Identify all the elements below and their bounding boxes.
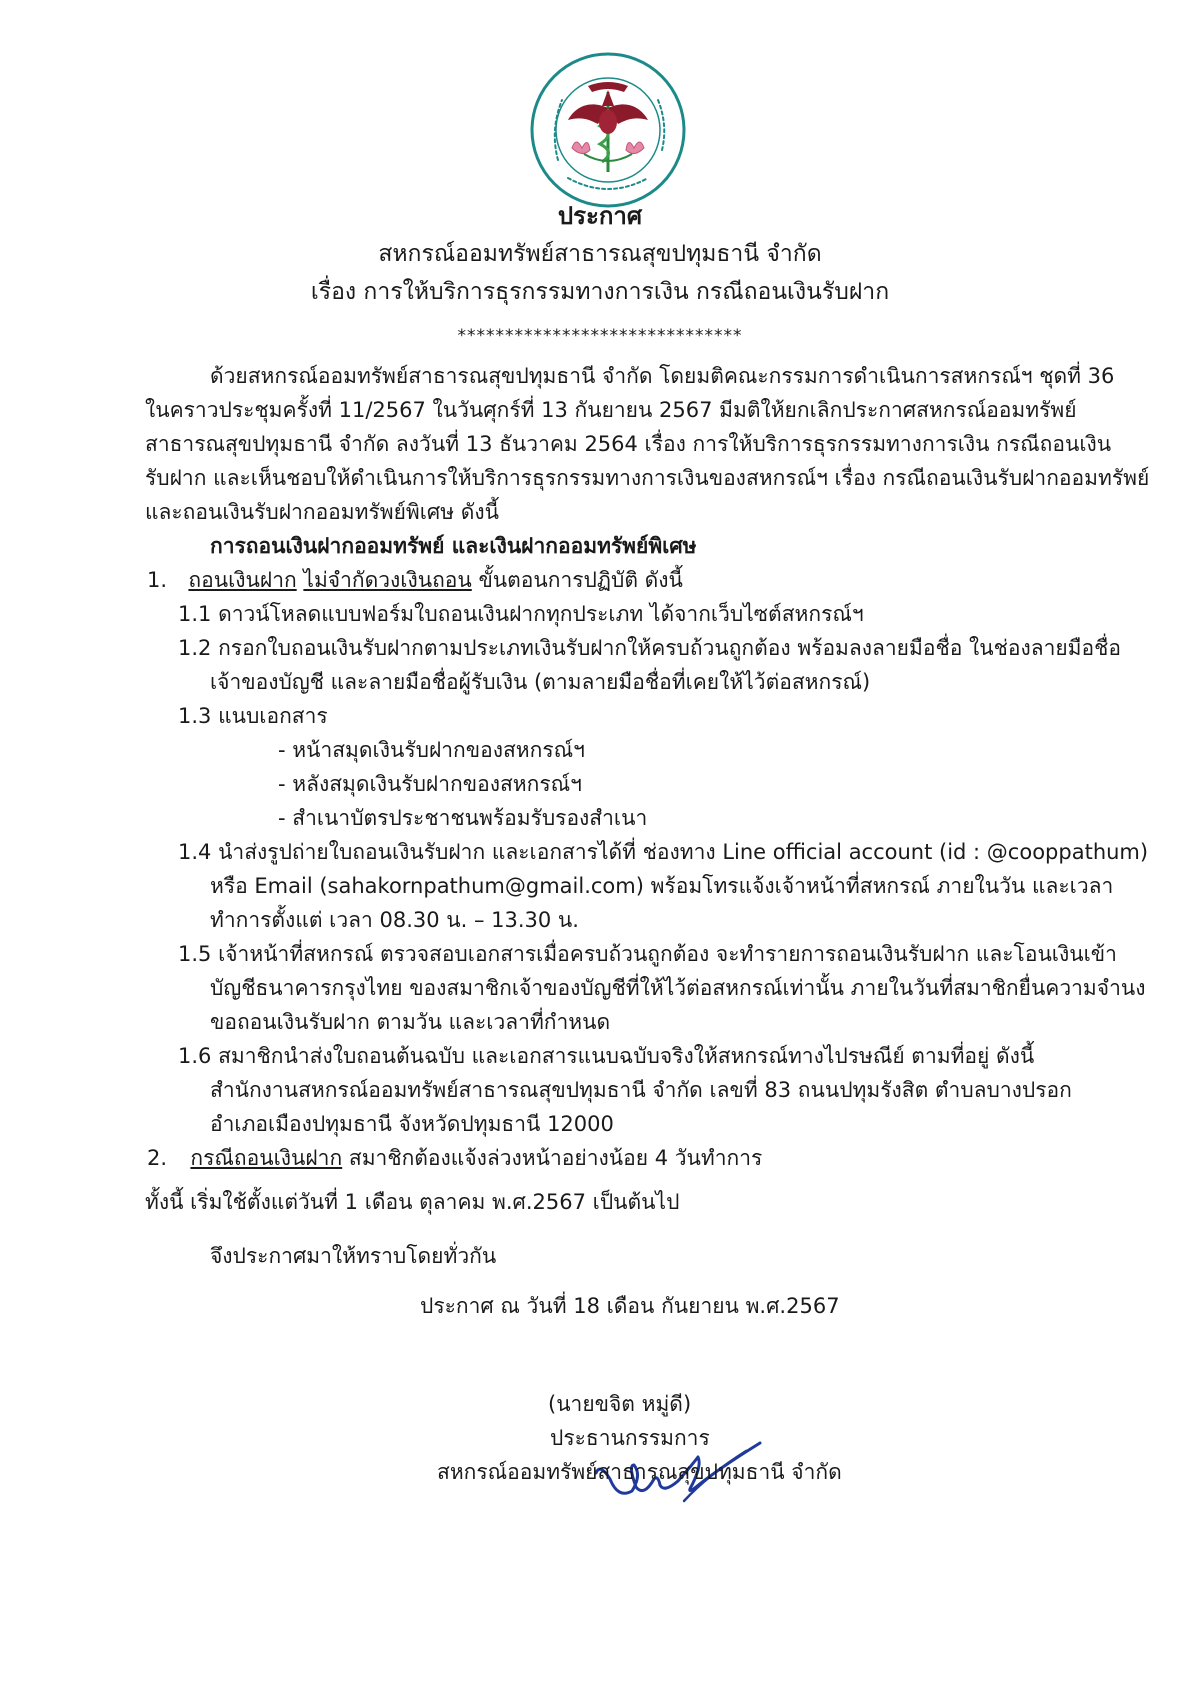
- effective-date: ทั้งนี้ เริ่มใช้ตั้งแต่วันที่ 1 เดือน ตุลาคม พ.ศ.2567 เป็นต้นไป: [145, 1190, 680, 1214]
- sub-item-1-4-line-3: ทำการตั้งแต่ เวลา 08.30 น. – 13.30 น.: [210, 908, 579, 932]
- announcement-date: ประกาศ ณ วันที่ 18 เดือน กันยายน พ.ศ.2567: [420, 1294, 840, 1318]
- sub-item-1-3: 1.3 แนบเอกสาร: [178, 704, 328, 728]
- sub-item-1-4-line-1: 1.4 นำส่งรูปถ่ายใบถอนเงินรับฝาก และเอกสารได้ที่ ช่องทาง Line official account (id : @cooppathum): [178, 840, 1149, 864]
- sub-item-1-5-line-1: 1.5 เจ้าหน้าที่สหกรณ์ ตรวจสอบเอกสารเมื่อครบถ้วนถูกต้อง จะทำรายการถอนเงินรับฝาก และโอนเงินเข้า: [178, 942, 1117, 966]
- item-2: [147, 1144, 762, 1172]
- signer-name: (นายขจิต หมู่ดี): [548, 1392, 692, 1416]
- signer-position: ประธานกรรมการ: [550, 1426, 710, 1450]
- garuda-caduceus-seal-icon: [528, 50, 688, 210]
- sub-item-1-2-line-1: 1.2 กรอกใบถอนเงินรับฝากตามประเภทเงินรับฝากให้ครบถ้วนถูกต้อง พร้อมลงลายมือชื่อ ในช่องลายมือชื่อ: [178, 636, 1122, 660]
- item-2-number: 2.: [147, 1146, 168, 1170]
- sub-item-1-1: 1.1 ดาวน์โหลดแบบฟอร์มใบถอนเงินฝากทุกประเภท ได้จากเว็บไซต์สหกรณ์ฯ: [178, 602, 864, 626]
- sub-item-1-5-line-2: บัญชีธนาคารกรุงไทย ของสมาชิกเจ้าของบัญชีที่ให้ไว้ต่อสหกรณ์เท่านั้น ภายในวันที่สมาชิกยื่นความจำนง: [210, 976, 1146, 1000]
- intro-line-4: รับฝาก และเห็นชอบให้ดำเนินการให้บริการธุรกรรมทางการเงินของสหกรณ์ฯ เรื่อง กรณีถอนเงินรับฝากออมทรัพย์: [145, 466, 1150, 490]
- intro-line-3: สาธารณสุขปทุมธานี จำกัด ลงวันที่ 13 ธันวาคม 2564 เรื่อง การให้บริการธุรกรรมทางการเงิน กรณีถอนเงิน: [145, 432, 1112, 456]
- sub-item-1-2-line-2: เจ้าของบัญชี และลายมือชื่อผู้รับเงิน (ตามลายมือชื่อที่เคยให้ไว้ต่อสหกรณ์): [210, 670, 871, 694]
- item-1-number: 1.: [147, 568, 168, 592]
- closing-statement: จึงประกาศมาให้ทราบโดยทั่วกัน: [210, 1244, 497, 1268]
- item-2-rest: สมาชิกต้องแจ้งล่วงหน้าอย่างน้อย 4 วันทำการ: [348, 1146, 763, 1170]
- attachment-item: - หน้าสมุดเงินรับฝากของสหกรณ์ฯ: [278, 738, 585, 762]
- item-1-rest: ขั้นตอนการปฏิบัติ ดังนี้: [478, 568, 683, 592]
- item-1: [147, 566, 683, 594]
- intro-line-1: ด้วยสหกรณ์ออมทรัพย์สาธารณสุขปทุมธานี จำกัด โดยมติคณะกรรมการดำเนินการสหกรณ์ฯ ชุดที่ 36: [210, 364, 1115, 388]
- item-2-label: กรณีถอนเงินฝาก: [190, 1146, 343, 1170]
- announcement-title: ประกาศ: [557, 202, 643, 230]
- sub-item-1-6-line-1: 1.6 สมาชิกนำส่งใบถอนต้นฉบับ และเอกสารแนบฉบับจริงให้สหกรณ์ทางไปรษณีย์ ตามที่อยู่ ดังนี้: [178, 1044, 1035, 1068]
- sub-item-1-6-line-3: อำเภอเมืองปทุมธานี จังหวัดปทุมธานี 12000: [210, 1112, 614, 1136]
- announcement-subject: เรื่อง การให้บริการธุรกรรมทางการเงิน กรณีถอนเงินรับฝาก: [310, 279, 890, 305]
- divider-asterisks: ******************************: [457, 326, 743, 346]
- sub-item-1-4-line-2: หรือ Email (sahakornpathum@gmail.com) พร้อมโทรแจ้งเจ้าหน้าที่สหกรณ์ ภายในวัน และเวลา: [210, 874, 1114, 898]
- organization-name: สหกรณ์ออมทรัพย์สาธารณสุขปทุมธานี จำกัด: [378, 241, 822, 267]
- sub-item-1-5-line-3: ขอถอนเงินรับฝาก ตามวัน และเวลาที่กำหนด: [210, 1010, 611, 1034]
- intro-line-2: ในคราวประชุมครั้งที่ 11/2567 ในวันศุกร์ที่ 13 กันยายน 2567 มีมติให้ยกเลิกประกาศสหกรณ์ออมทรัพย์: [145, 398, 1077, 422]
- attachment-item: - หลังสมุดเงินรับฝากของสหกรณ์ฯ: [278, 772, 582, 796]
- attachment-item: - สำเนาบัตรประชาชนพร้อมรับรองสำเนา: [278, 806, 648, 830]
- item-1-label-a: ถอนเงินฝาก: [188, 568, 297, 592]
- signer-organization: สหกรณ์ออมทรัพย์สาธารณสุขปทุมธานี จำกัด: [437, 1460, 842, 1484]
- sub-item-1-6-line-2: สำนักงานสหกรณ์ออมทรัพย์สาธารณสุขปทุมธานี จำกัด เลขที่ 83 ถนนปทุมรังสิต ตำบลบางปรอก: [210, 1078, 1072, 1102]
- section-heading: การถอนเงินฝากออมทรัพย์ และเงินฝากออมทรัพย์พิเศษ: [210, 534, 697, 558]
- intro-line-5: และถอนเงินรับฝากออมทรัพย์พิเศษ ดังนี้: [145, 500, 500, 524]
- item-1-label-b: ไม่จำกัดวงเงินถอน: [303, 568, 472, 592]
